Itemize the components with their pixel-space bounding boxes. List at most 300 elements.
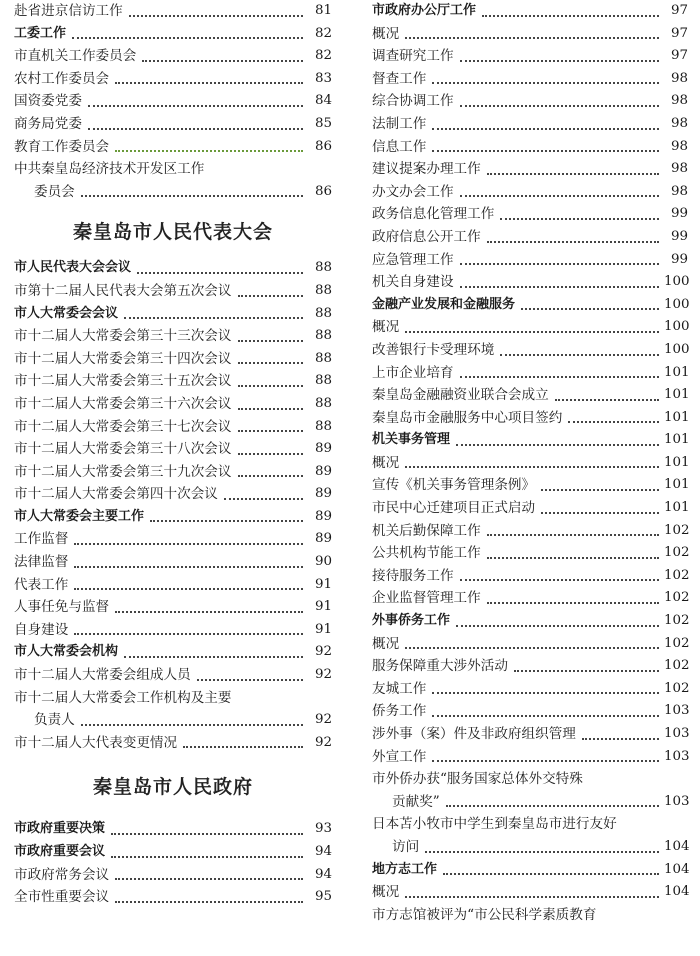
toc-entry-title: 调查研究工作 bbox=[372, 48, 454, 65]
toc-entry[interactable] bbox=[14, 113, 332, 136]
toc-page-number: 94 bbox=[314, 866, 332, 882]
toc-page-number: 92 bbox=[314, 734, 332, 750]
toc-entry[interactable] bbox=[372, 68, 688, 91]
toc-entry-title: 市十二届人大常委会第三十七次会议 bbox=[14, 418, 232, 435]
toc-leader-dots bbox=[500, 218, 659, 220]
toc-page-number: 100 bbox=[664, 319, 690, 335]
toc-leader-dots bbox=[124, 317, 303, 319]
toc-entry-title: 政府信息公开工作 bbox=[372, 228, 481, 245]
toc-entry-title: 市第十二届人民代表大会第五次会议 bbox=[14, 282, 232, 299]
toc-entry-title: 市政府办公厅工作 bbox=[372, 3, 477, 18]
toc-page-number: 86 bbox=[314, 138, 332, 154]
toc-page-number: 81 bbox=[314, 3, 332, 18]
toc-entry-title: 改善银行卡受理环境 bbox=[372, 341, 495, 358]
toc-page-number: 91 bbox=[314, 599, 332, 615]
toc-leader-dots bbox=[432, 82, 659, 84]
toc-entry-title: 上市企业培育 bbox=[372, 364, 454, 381]
toc-page-number: 102 bbox=[664, 635, 690, 651]
toc-entry-title: 市民中心迁建项目正式启动 bbox=[372, 500, 536, 517]
toc-entry[interactable] bbox=[14, 818, 332, 841]
toc-page-number: 98 bbox=[670, 115, 688, 131]
toc-page-number: 83 bbox=[314, 70, 332, 86]
toc-entry[interactable] bbox=[14, 619, 332, 642]
toc-page-number: 88 bbox=[314, 373, 332, 389]
toc-entry-title: 贡献奖” bbox=[392, 793, 440, 810]
toc-entry[interactable] bbox=[14, 325, 332, 348]
toc-page-number: 101 bbox=[664, 454, 690, 470]
toc-entry-title: 应急管理工作 bbox=[372, 251, 454, 268]
toc-leader-dots bbox=[432, 150, 659, 152]
toc-entry-title: 机关后勤保障工作 bbox=[372, 522, 481, 539]
toc-leader-dots bbox=[405, 466, 659, 468]
toc-leader-dots bbox=[81, 195, 303, 197]
toc-entry[interactable] bbox=[372, 0, 688, 23]
toc-entry[interactable] bbox=[14, 257, 332, 280]
toc-entry-title: 机关事务管理 bbox=[372, 432, 451, 448]
toc-leader-dots bbox=[514, 670, 659, 672]
toc-entry-title: 综合协调工作 bbox=[372, 93, 454, 110]
toc-entry[interactable] bbox=[372, 136, 688, 159]
toc-page-number: 102 bbox=[664, 522, 690, 538]
toc-leader-dots bbox=[482, 15, 659, 17]
toc-leader-dots bbox=[432, 715, 659, 717]
toc-entry[interactable] bbox=[372, 904, 688, 927]
toc-page-number: 98 bbox=[670, 138, 688, 154]
toc-page-number: 89 bbox=[314, 463, 332, 479]
toc-page-number: 102 bbox=[664, 658, 690, 674]
toc-page-number: 86 bbox=[314, 183, 332, 199]
toc-entry[interactable] bbox=[14, 348, 332, 371]
toc-entry-title: 概况 bbox=[372, 884, 400, 901]
toc-entry[interactable] bbox=[14, 687, 332, 710]
toc-page-number: 93 bbox=[314, 821, 332, 837]
toc-page-number: 100 bbox=[664, 341, 690, 357]
toc-leader-dots bbox=[115, 611, 303, 613]
toc-entry[interactable] bbox=[372, 113, 688, 136]
toc-entry[interactable] bbox=[14, 370, 332, 393]
toc-entry-title: 工作监督 bbox=[14, 531, 69, 548]
toc-leader-dots bbox=[88, 128, 303, 130]
toc-leader-dots bbox=[582, 738, 659, 740]
toc-entry[interactable] bbox=[372, 271, 688, 294]
toc-leader-dots bbox=[238, 362, 304, 364]
toc-leader-dots bbox=[460, 60, 659, 62]
toc-page-number: 103 bbox=[664, 703, 690, 719]
toc-entry-title: 工委工作 bbox=[14, 25, 67, 41]
toc-leader-dots bbox=[238, 475, 304, 477]
toc-leader-dots bbox=[74, 588, 303, 590]
toc-page-number: 97 bbox=[670, 48, 688, 64]
toc-leader-dots bbox=[115, 82, 303, 84]
toc-page-number: 99 bbox=[670, 206, 688, 222]
toc-entry[interactable] bbox=[372, 362, 688, 385]
toc-entry-title: 市十二届人大常委会第三十五次会议 bbox=[14, 373, 232, 390]
toc-entry[interactable] bbox=[372, 746, 688, 769]
toc-entry-title: 市政府重要决策 bbox=[14, 821, 106, 837]
toc-leader-dots bbox=[500, 354, 659, 356]
toc-entry-title: 负责人 bbox=[34, 712, 75, 729]
toc-entry[interactable] bbox=[372, 859, 688, 882]
toc-page-number: 102 bbox=[664, 590, 690, 606]
toc-leader-dots bbox=[405, 331, 659, 333]
toc-leader-dots bbox=[487, 241, 659, 243]
toc-page-number: 89 bbox=[314, 486, 332, 502]
toc-page-number: 99 bbox=[670, 251, 688, 267]
toc-leader-dots bbox=[456, 625, 659, 627]
toc-entry-title: 接待服务工作 bbox=[372, 567, 454, 584]
toc-entry-title: 金融产业发展和金融服务 bbox=[372, 296, 516, 312]
toc-entry-title: 外事侨务工作 bbox=[372, 613, 451, 629]
toc-entry-title: 政务信息化管理工作 bbox=[372, 206, 495, 223]
toc-entry-title: 市人大常委会主要工作 bbox=[14, 508, 145, 524]
toc-leader-dots bbox=[74, 566, 303, 568]
toc-entry[interactable] bbox=[372, 813, 688, 836]
toc-entry[interactable] bbox=[372, 881, 688, 904]
toc-entry-title: 赴省进京信访工作 bbox=[14, 3, 123, 19]
toc-leader-dots bbox=[238, 385, 304, 387]
toc-page-number: 102 bbox=[664, 545, 690, 561]
toc-entry[interactable] bbox=[14, 136, 332, 159]
toc-leader-dots bbox=[238, 408, 304, 410]
toc-leader-dots bbox=[111, 856, 303, 858]
toc-entry[interactable] bbox=[14, 551, 332, 574]
toc-entry-title: 日本苫小牧市中学生到秦皇岛市进行友好 bbox=[372, 816, 617, 833]
toc-entry-title: 市十二届人大常委会工作机构及主要 bbox=[14, 689, 232, 706]
toc-page-number: 88 bbox=[314, 395, 332, 411]
toc-entry[interactable] bbox=[14, 158, 332, 181]
toc-leader-dots bbox=[541, 512, 659, 514]
toc-page-number: 88 bbox=[314, 282, 332, 298]
toc-page-number: 88 bbox=[314, 260, 332, 276]
toc-page-number: 98 bbox=[670, 161, 688, 177]
toc-entry[interactable] bbox=[372, 655, 688, 678]
toc-entry-title: 友城工作 bbox=[372, 680, 427, 697]
toc-entry-title: 办文办会工作 bbox=[372, 183, 454, 200]
toc-entry-title: 地方志工作 bbox=[372, 861, 438, 877]
toc-group-2 bbox=[14, 257, 332, 754]
toc-leader-dots bbox=[197, 679, 303, 681]
toc-entry-title: 概况 bbox=[372, 319, 400, 336]
toc-leader-dots bbox=[541, 489, 659, 491]
toc-leader-dots bbox=[456, 444, 659, 446]
toc-entry-title: 概况 bbox=[372, 635, 400, 652]
toc-entry[interactable] bbox=[372, 497, 688, 520]
toc-entry[interactable] bbox=[372, 452, 688, 475]
toc-entry[interactable] bbox=[14, 303, 332, 326]
toc-entry[interactable] bbox=[372, 158, 688, 181]
toc-entry[interactable] bbox=[14, 45, 332, 68]
toc-entry-title: 市十二届人大常委会第三十九次会议 bbox=[14, 463, 232, 480]
toc-entry-title: 农村工作委员会 bbox=[14, 70, 110, 87]
toc-entry-title: 市人大常委会会议 bbox=[14, 305, 119, 321]
toc-entry-title: 秦皇岛金融融资业联合会成立 bbox=[372, 387, 549, 404]
toc-page-number: 104 bbox=[664, 861, 690, 877]
toc-page-number: 97 bbox=[670, 25, 688, 41]
toc-leader-dots bbox=[111, 833, 303, 835]
toc-entry-title: 市十二届人大常委会第三十八次会议 bbox=[14, 441, 232, 458]
toc-entry-title: 市人民代表大会会议 bbox=[14, 260, 132, 276]
toc-leader-dots bbox=[129, 15, 303, 17]
toc-page-number: 92 bbox=[314, 644, 332, 660]
toc-page-number: 102 bbox=[664, 613, 690, 629]
toc-entry-title: 市人大常委会机构 bbox=[14, 644, 119, 660]
toc-page-number: 103 bbox=[664, 748, 690, 764]
toc-page-number: 85 bbox=[314, 115, 332, 131]
toc-page-number: 101 bbox=[664, 409, 690, 425]
toc-page-number: 98 bbox=[670, 183, 688, 199]
toc-leader-dots bbox=[115, 150, 303, 152]
toc-leader-dots bbox=[446, 805, 659, 807]
toc-entry[interactable] bbox=[14, 886, 332, 909]
toc-leader-dots bbox=[425, 851, 659, 853]
toc-entry[interactable] bbox=[14, 0, 332, 23]
toc-leader-dots bbox=[460, 286, 659, 288]
toc-leader-dots bbox=[432, 760, 659, 762]
toc-page-number: 90 bbox=[314, 554, 332, 570]
toc-page-number: 89 bbox=[314, 508, 332, 524]
toc-entry[interactable] bbox=[14, 506, 332, 529]
toc-entry[interactable] bbox=[372, 339, 688, 362]
toc-entry-title: 人事任免与监督 bbox=[14, 599, 110, 616]
toc-entry[interactable] bbox=[372, 587, 688, 610]
toc-leader-dots bbox=[115, 878, 303, 880]
toc-entry[interactable] bbox=[14, 641, 332, 664]
toc-entry-title: 全市性重要会议 bbox=[14, 889, 110, 906]
toc-page-number: 101 bbox=[664, 500, 690, 516]
toc-entry-title: 宣传《机关事务管理条例》 bbox=[372, 477, 536, 494]
toc-leader-dots bbox=[238, 430, 304, 432]
toc-entry[interactable] bbox=[372, 836, 688, 859]
toc-leader-dots bbox=[521, 308, 659, 310]
toc-entry-title: 法律监督 bbox=[14, 554, 69, 571]
toc-page-number: 89 bbox=[314, 441, 332, 457]
toc-entry-title: 服务保障重大涉外活动 bbox=[372, 658, 508, 675]
toc-group-right bbox=[372, 0, 688, 926]
toc-entry[interactable] bbox=[372, 90, 688, 113]
toc-leader-dots bbox=[224, 498, 303, 500]
section-heading-peoples-government: 秦皇岛市人民政府 bbox=[92, 776, 253, 799]
toc-entry-title: 中共秦皇岛经济技术开发区工作 bbox=[14, 161, 205, 178]
toc-page-number: 91 bbox=[314, 576, 332, 592]
toc-entry-title: 企业监督管理工作 bbox=[372, 590, 481, 607]
toc-leader-dots bbox=[238, 453, 304, 455]
toc-leader-dots bbox=[150, 520, 303, 522]
toc-entry[interactable] bbox=[14, 23, 332, 46]
toc-page-number: 101 bbox=[664, 432, 690, 448]
toc-page-number: 91 bbox=[314, 621, 332, 637]
toc-entry[interactable] bbox=[14, 732, 332, 755]
toc-entry-title: 市外侨办获“服务国家总体外交特殊 bbox=[372, 771, 583, 788]
toc-page-number: 88 bbox=[314, 350, 332, 366]
toc-entry[interactable] bbox=[14, 664, 332, 687]
toc-entry-title: 访问 bbox=[392, 838, 420, 855]
toc-leader-dots bbox=[460, 579, 659, 581]
toc-page-number: 99 bbox=[670, 228, 688, 244]
toc-page-number: 84 bbox=[314, 93, 332, 109]
toc-entry-title: 自身建设 bbox=[14, 621, 69, 638]
toc-page-number: 102 bbox=[664, 680, 690, 696]
toc-entry[interactable] bbox=[372, 384, 688, 407]
toc-leader-dots bbox=[405, 896, 659, 898]
toc-entry[interactable] bbox=[372, 203, 688, 226]
toc-entry[interactable] bbox=[372, 678, 688, 701]
toc-entry-title: 委员会 bbox=[34, 183, 75, 200]
toc-entry[interactable] bbox=[14, 438, 332, 461]
toc-entry-title: 市政府重要会议 bbox=[14, 844, 106, 859]
toc-entry-title: 秦皇岛市金融服务中心项目签约 bbox=[372, 409, 563, 426]
toc-entry[interactable] bbox=[372, 633, 688, 656]
toc-entry-title: 概况 bbox=[372, 25, 400, 42]
toc-entry-title: 代表工作 bbox=[14, 576, 69, 593]
toc-leader-dots bbox=[74, 633, 303, 635]
toc-leader-dots bbox=[74, 543, 303, 545]
toc-page-number: 98 bbox=[670, 93, 688, 109]
toc-leader-dots bbox=[137, 272, 303, 274]
toc-page-number: 101 bbox=[664, 477, 690, 493]
toc-left-column bbox=[14, 0, 332, 909]
toc-page-number: 89 bbox=[314, 531, 332, 547]
toc-leader-dots bbox=[555, 399, 659, 401]
toc-entry[interactable] bbox=[372, 723, 688, 746]
toc-leader-dots bbox=[238, 295, 304, 297]
toc-entry-title: 教育工作委员会 bbox=[14, 138, 110, 155]
toc-page-number: 100 bbox=[664, 274, 690, 290]
toc-entry[interactable] bbox=[14, 90, 332, 113]
toc-leader-dots bbox=[124, 656, 303, 658]
toc-entry[interactable] bbox=[14, 461, 332, 484]
toc-entry-title: 法制工作 bbox=[372, 115, 427, 132]
toc-page-number: 94 bbox=[314, 844, 332, 859]
toc-entry[interactable] bbox=[14, 709, 332, 732]
toc-entry[interactable] bbox=[372, 610, 688, 633]
toc-entry-title: 市十二届人大常委会第三十六次会议 bbox=[14, 395, 232, 412]
toc-leader-dots bbox=[487, 173, 659, 175]
toc-leader-dots bbox=[460, 263, 659, 265]
toc-entry-title: 侨务工作 bbox=[372, 703, 427, 720]
toc-entry[interactable] bbox=[372, 520, 688, 543]
toc-entry[interactable] bbox=[372, 23, 688, 46]
toc-entry[interactable] bbox=[14, 864, 332, 887]
toc-leader-dots bbox=[115, 901, 303, 903]
toc-entry-title: 建议提案办理工作 bbox=[372, 161, 481, 178]
toc-entry[interactable] bbox=[372, 249, 688, 272]
toc-leader-dots bbox=[568, 421, 659, 423]
toc-group-1 bbox=[14, 0, 332, 203]
toc-page-number: 101 bbox=[664, 387, 690, 403]
toc-page-number: 103 bbox=[664, 793, 690, 809]
toc-entry[interactable] bbox=[14, 68, 332, 91]
toc-entry-title: 外宣工作 bbox=[372, 748, 427, 765]
toc-entry-title: 商务局党委 bbox=[14, 115, 82, 132]
toc-entry[interactable] bbox=[14, 416, 332, 439]
toc-leader-dots bbox=[72, 37, 303, 39]
toc-entry-title: 国资委党委 bbox=[14, 93, 82, 110]
toc-page-number: 88 bbox=[314, 418, 332, 434]
toc-entry-title: 市十二届人大常委会组成人员 bbox=[14, 667, 191, 684]
toc-leader-dots bbox=[432, 128, 659, 130]
toc-entry-title: 市十二届人大常委会第三十四次会议 bbox=[14, 350, 232, 367]
toc-entry[interactable] bbox=[372, 429, 688, 452]
toc-page-number: 92 bbox=[314, 667, 332, 683]
toc-right-column bbox=[372, 0, 688, 926]
toc-entry-title: 市十二届人大代表变更情况 bbox=[14, 734, 178, 751]
toc-entry[interactable] bbox=[14, 528, 332, 551]
toc-entry-title: 市十二届人大常委会第四十次会议 bbox=[14, 486, 218, 503]
toc-leader-dots bbox=[432, 692, 659, 694]
toc-leader-dots bbox=[88, 105, 303, 107]
toc-entry-title: 督查工作 bbox=[372, 70, 427, 87]
toc-entry-title: 市十二届人大常委会第三十三次会议 bbox=[14, 328, 232, 345]
toc-page-number: 101 bbox=[664, 364, 690, 380]
toc-entry[interactable] bbox=[14, 181, 332, 204]
toc-entry[interactable] bbox=[372, 700, 688, 723]
toc-page-number: 103 bbox=[664, 726, 690, 741]
toc-entry-title: 公共机构节能工作 bbox=[372, 545, 481, 562]
toc-entry[interactable] bbox=[14, 574, 332, 597]
toc-entry[interactable] bbox=[372, 45, 688, 68]
toc-entry[interactable] bbox=[372, 294, 688, 317]
toc-entry-title: 涉外事（案）件及非政府组织管理 bbox=[372, 726, 576, 742]
toc-entry[interactable] bbox=[14, 596, 332, 619]
toc-entry-title: 市直机关工作委员会 bbox=[14, 48, 137, 65]
toc-page-number: 88 bbox=[314, 328, 332, 344]
toc-page-number: 104 bbox=[664, 838, 690, 854]
toc-page-number: 92 bbox=[314, 712, 332, 728]
toc-entry-title: 概况 bbox=[372, 454, 400, 471]
toc-leader-dots bbox=[81, 724, 303, 726]
toc-entry[interactable] bbox=[14, 483, 332, 506]
toc-page-number: 102 bbox=[664, 567, 690, 583]
toc-page-number: 98 bbox=[670, 70, 688, 86]
toc-entry[interactable] bbox=[14, 841, 332, 864]
toc-entry[interactable] bbox=[372, 542, 688, 565]
toc-entry[interactable] bbox=[372, 474, 688, 497]
toc-page-number: 88 bbox=[314, 305, 332, 321]
toc-page-number: 104 bbox=[664, 884, 690, 900]
toc-entry-title: 市方志馆被评为“市公民科学素质教育 bbox=[372, 906, 597, 923]
toc-leader-dots bbox=[405, 647, 659, 649]
toc-entry[interactable] bbox=[372, 407, 688, 430]
section-heading-peoples-congress: 秦皇岛市人民代表大会 bbox=[72, 221, 273, 244]
toc-leader-dots bbox=[405, 37, 659, 39]
toc-leader-dots bbox=[142, 60, 303, 62]
toc-leader-dots bbox=[487, 534, 659, 536]
toc-entry[interactable] bbox=[372, 316, 688, 339]
toc-leader-dots bbox=[460, 376, 659, 378]
toc-page-number: 82 bbox=[314, 25, 332, 41]
toc-leader-dots bbox=[487, 602, 659, 604]
toc-page-number: 97 bbox=[670, 3, 688, 18]
toc-leader-dots bbox=[238, 340, 304, 342]
toc-entry[interactable] bbox=[372, 791, 688, 814]
toc-page-number: 95 bbox=[314, 889, 332, 905]
toc-entry[interactable] bbox=[372, 768, 688, 791]
toc-entry-title: 信息工作 bbox=[372, 138, 427, 155]
toc-entry-title: 机关自身建设 bbox=[372, 274, 454, 291]
toc-page-number: 82 bbox=[314, 48, 332, 64]
toc-leader-dots bbox=[183, 746, 303, 748]
toc-group-3 bbox=[14, 818, 332, 908]
toc-entry[interactable] bbox=[372, 226, 688, 249]
toc-entry[interactable] bbox=[14, 393, 332, 416]
toc-leader-dots bbox=[443, 873, 659, 875]
toc-entry[interactable] bbox=[372, 565, 688, 588]
toc-entry[interactable] bbox=[372, 181, 688, 204]
toc-leader-dots bbox=[460, 105, 659, 107]
toc-entry[interactable] bbox=[14, 280, 332, 303]
toc-leader-dots bbox=[487, 557, 659, 559]
toc-page-number: 100 bbox=[664, 296, 690, 312]
